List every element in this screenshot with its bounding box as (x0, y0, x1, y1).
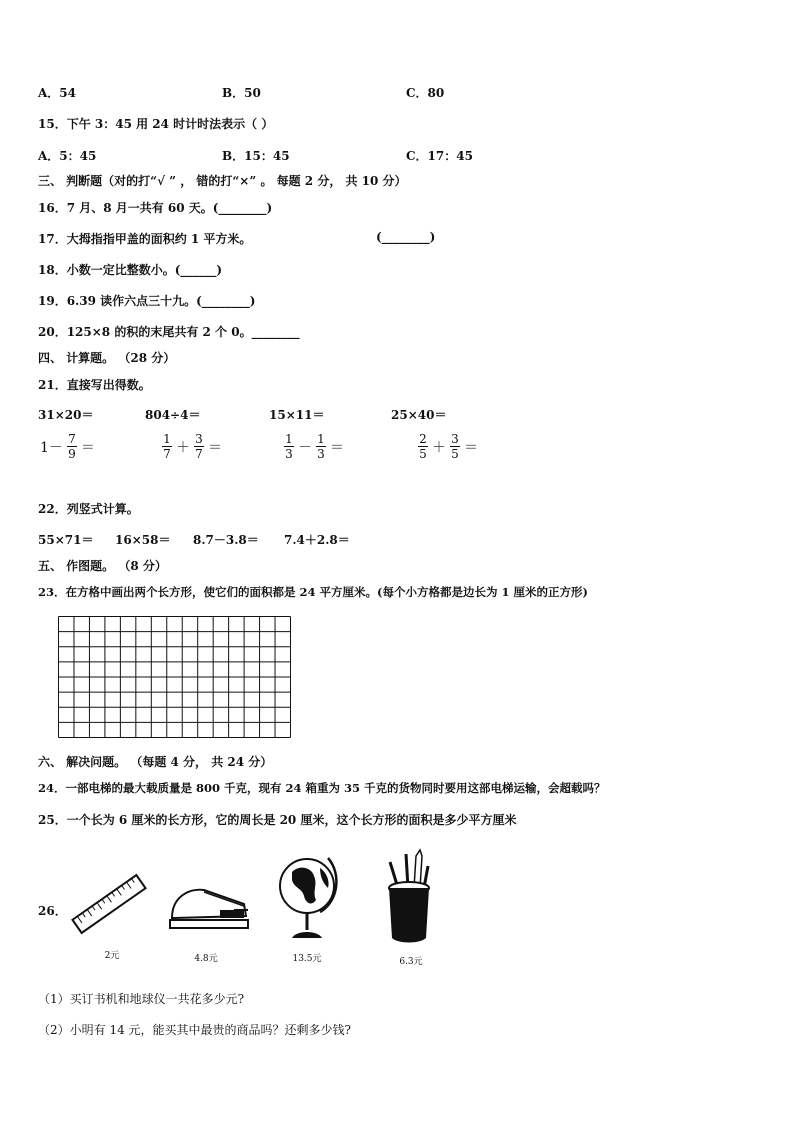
globe-image (272, 850, 342, 946)
equals: ＝ (464, 439, 478, 456)
denominator: 3 (285, 447, 293, 461)
q17: 17．大拇指指甲盖的面积约 1 平方米。 (38, 232, 252, 246)
q14-option-b: B．50 (222, 86, 261, 100)
section4-title: 四、 计算题。 （28 分） (38, 351, 176, 365)
pen-holder-price: 6.3元 (399, 957, 423, 967)
q16: 16．7 月、8 月一共有 60 天。(________) (38, 201, 273, 215)
denominator: 7 (163, 447, 171, 461)
q17-blank: (________) (376, 230, 436, 244)
q22-stem: 22．列竖式计算。 (38, 502, 139, 516)
denominator: 7 (195, 447, 203, 461)
q22-item: 55×71＝ (38, 533, 94, 547)
q21-item: 804÷4＝ (145, 408, 201, 422)
section5-title: 五、 作图题。 （8 分） (38, 559, 167, 573)
q21-fraction-item (416, 432, 480, 461)
stapler-image (164, 876, 254, 936)
section6-title: 六、 解决问题。 （每题 4 分， 共 24 分） (38, 755, 273, 769)
q18: 18．小数一定比整数小。(______) (38, 263, 223, 277)
lead: 1－ (40, 439, 63, 456)
q26-sub1: （1）买订书机和地球仪一共花多少元? (38, 992, 245, 1006)
section3-title: 三、 判断题（对的打“√ ” ， 错的打“×” 。 每题 2 分， 共 10 分） (38, 174, 407, 188)
q20: 20．125×8 的积的末尾共有 2 个 0。________ (38, 325, 300, 339)
numerator: 7 (68, 432, 76, 446)
q23-stem: 23．在方格中画出两个长方形，使它们的面积都是 24 平方厘米。(每个小方格都是边长为 1 厘米的正方形) (38, 585, 588, 599)
numerator: 1 (285, 432, 293, 446)
equals: ＝ (330, 439, 344, 456)
pen-holder-image (384, 848, 436, 948)
ruler-price: 2元 (104, 951, 120, 961)
ruler-image (68, 868, 150, 940)
numerator: 3 (451, 432, 459, 446)
equals: ＝ (80, 439, 95, 456)
denominator: 3 (317, 447, 325, 461)
denominator: 9 (68, 447, 76, 461)
q14-option-a: A．54 (38, 86, 77, 100)
denominator: 5 (451, 447, 459, 461)
q21-fraction-item (282, 432, 346, 461)
q25-stem: 25．一个长为 6 厘米的长方形，它的周长是 20 厘米，这个长方形的面积是多少平方厘米 (38, 813, 517, 827)
q21-fraction-item (160, 432, 224, 461)
q22-item: 16×58＝ (115, 533, 171, 547)
q14-option-c: C．80 (406, 86, 445, 100)
q26-number: 26． (38, 904, 67, 918)
q15-stem: 15．下午 3：45 用 24 时计时法表示（ ） (38, 117, 274, 131)
numerator: 3 (195, 432, 203, 446)
q22-item: 7.4＋2.8＝ (284, 533, 350, 547)
globe-price: 13.5元 (292, 954, 322, 964)
q24-stem: 24．一部电梯的最大载质量是 800 千克，现有 24 箱重为 35 千克的货物同时要用这部电梯运输，会超载吗？ (38, 781, 606, 795)
q15-option-c: C．17：45 (406, 149, 473, 163)
q21-stem: 21．直接写出得数。 (38, 378, 151, 392)
q19: 19．6.39 读作六点三十九。(________) (38, 294, 256, 308)
operator: ＋ (176, 439, 190, 456)
q26-sub2: （2）小明有 14 元，能买其中最贵的商品吗？还剩多少钱? (38, 1023, 351, 1037)
q15-option-b: B．15：45 (222, 149, 290, 163)
numerator: 2 (419, 432, 427, 446)
q22-item: 8.7－3.8＝ (193, 533, 259, 547)
operator: ＋ (432, 439, 446, 456)
q15-option-a: A．5：45 (38, 149, 97, 163)
numerator: 1 (163, 432, 171, 446)
denominator: 5 (419, 447, 427, 461)
q21-fraction-item (38, 432, 97, 461)
q21-item: 31×20＝ (38, 408, 94, 422)
drawing-grid[interactable] (58, 616, 291, 738)
operator: － (298, 439, 312, 456)
numerator: 1 (317, 432, 325, 446)
q21-item: 15×11＝ (269, 408, 325, 422)
stapler-price: 4.8元 (194, 954, 218, 964)
q21-item: 25×40＝ (391, 408, 447, 422)
equals: ＝ (208, 439, 222, 456)
